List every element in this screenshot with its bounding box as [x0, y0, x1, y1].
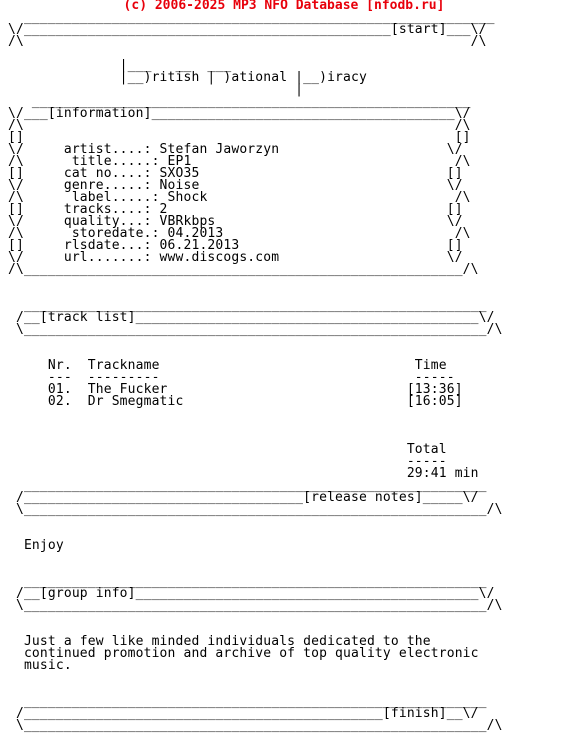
nfo-line: /__[track list]___________________________________________\/: [8, 310, 495, 325]
nfo-line: __________________________________________________________: [8, 694, 487, 709]
nfo-line: \__________________________________________________________/\: [8, 718, 503, 733]
nfo-line: Total: [8, 442, 447, 457]
nfo-line: \/ url.......: www.discogs.com \/: [8, 250, 463, 265]
nfo-line: /\ /\: [8, 34, 487, 49]
nfo-line: [] cat no....: SXO35 []: [8, 166, 463, 181]
nfo-line: /_____________________________________________[finish]__\/: [8, 706, 479, 721]
nfo-line: /\ label.....: Shock /\: [8, 190, 471, 205]
nfo-line: \/______________________________________________[start]___\/: [8, 22, 487, 37]
nfo-line: /\ /\: [8, 118, 471, 133]
nfo-line: \__________________________________________________________/\: [8, 502, 503, 517]
site-copyright-header: (c) 2006-2025 MP3 NFO Database [nfodb.ru]: [123, 0, 445, 13]
nfo-line: [] tracks....: 2 []: [8, 202, 463, 217]
nfo-line: \/ quality...: VBRkbps \/: [8, 214, 463, 229]
nfo-line: ___________________________________________________________: [8, 10, 495, 25]
nfo-line: 02. Dr Smegmatic [16:05]: [8, 394, 463, 409]
nfo-line: |: [8, 82, 304, 97]
nfo-line: /__[group info]___________________________________________\/: [8, 586, 495, 601]
nfo-line: \__________________________________________________________/\: [8, 598, 503, 613]
nfo-line: /___________________________________[release notes]_____\/: [8, 490, 479, 505]
nfo-line: music.: [8, 658, 72, 673]
nfo-line: /\ title.....: EP1 /\: [8, 154, 471, 169]
nfo-line: -----: [8, 454, 447, 469]
nfo-line: __________________________________________________________: [8, 574, 487, 589]
nfo-line: \/ genre.....: Noise \/: [8, 178, 463, 193]
nfo-line: Nr. Trackname Time: [8, 358, 447, 373]
nfo-line: _______________________________________________________: [8, 94, 471, 109]
nfo-line: \/___[information]______________________________________\/: [8, 106, 471, 121]
nfo-ascii-body: [8, 12, 503, 732]
nfo-line: Just a few like minded individuals dedicated to the: [8, 634, 431, 649]
nfo-line: |___ __ ___: [8, 58, 232, 73]
nfo-line: /\ storedate.: 04.2013 /\: [8, 226, 471, 241]
nfo-line: __________________________________________________________: [8, 298, 487, 313]
nfo-line: 29:41 min: [8, 466, 479, 481]
nfo-line: \__________________________________________________________/\: [8, 322, 503, 337]
nfo-line: /\_______________________________________________________/\: [8, 262, 479, 277]
nfo-line: __________________________________________________________: [8, 478, 487, 493]
nfo-line: [] rlsdate...: 06.21.2013 []: [8, 238, 463, 253]
nfo-line: |__)ritish | )ational |__)iracy: [8, 70, 367, 85]
nfo-line: continued promotion and archive of top quality electronic: [8, 646, 479, 661]
nfo-line: Enjoy: [8, 538, 64, 553]
nfo-line: 01. The Fucker [13:36]: [8, 382, 463, 397]
nfo-line: --- --------- -----: [8, 370, 455, 385]
nfo-line: [] []: [8, 130, 471, 145]
nfo-line: \/ artist....: Stefan Jaworzyn \/: [8, 142, 463, 157]
